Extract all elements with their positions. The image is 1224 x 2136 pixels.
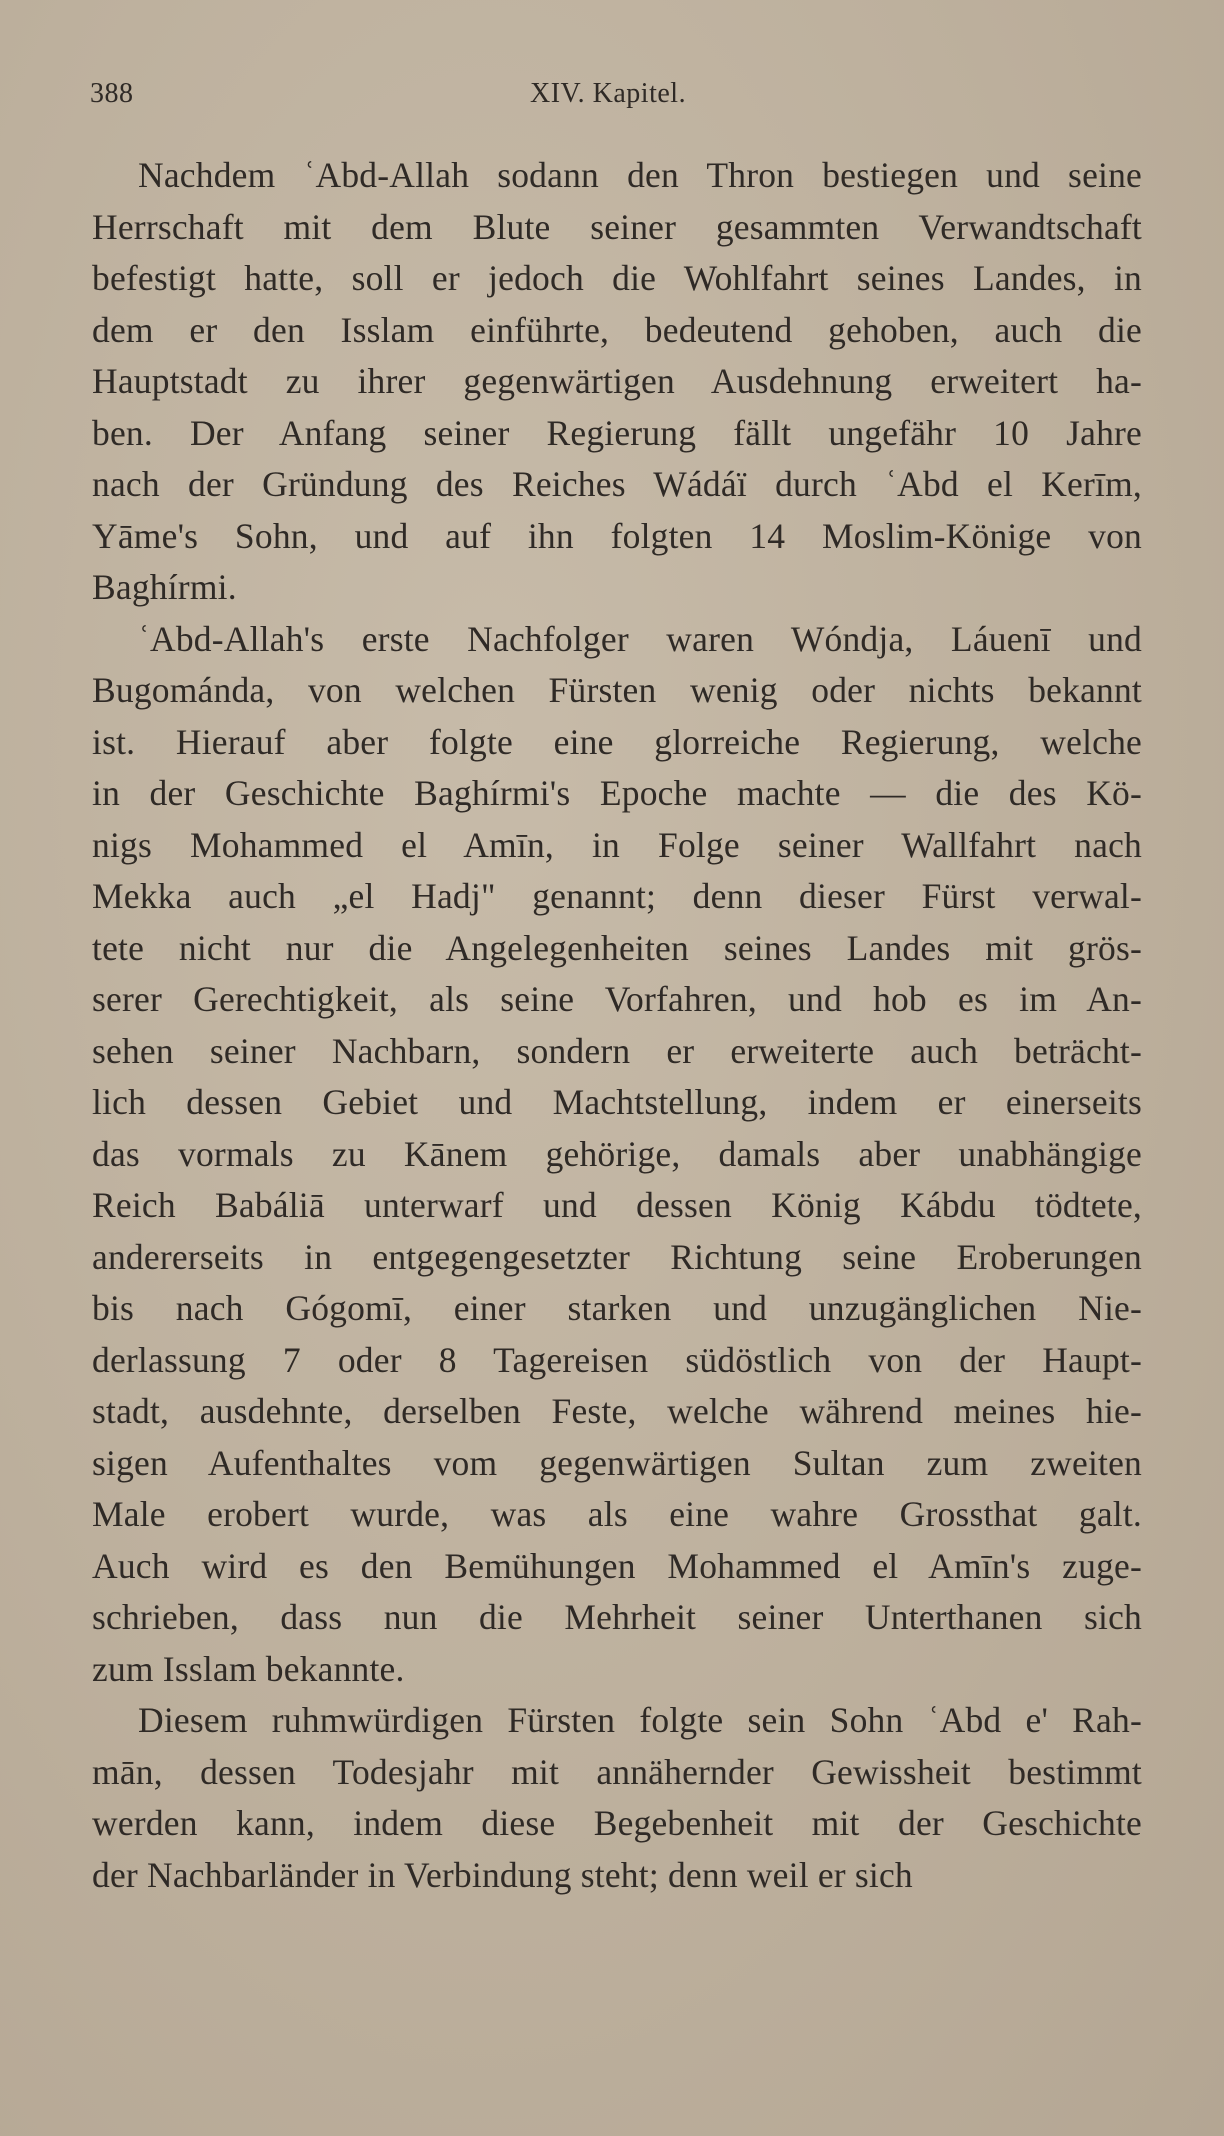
text-line: befestigt hatte, soll er jedoch die Wohlfahrt seines Landes, in (92, 258, 1142, 298)
text-line: werden kann, indem diese Begebenheit mit der Geschichte (92, 1803, 1142, 1843)
text-line: Yāme's Sohn, und auf ihn folgten 14 Moslim-Könige von (92, 515, 1142, 556)
text-line: sigen Aufenthaltes vom gegenwärtigen Sultan zum zweiten (92, 1442, 1142, 1483)
text-line: tete nicht nur die Angelegenheiten seines Landes mit grös- (92, 927, 1142, 968)
text-line: Reich Babáliā unterwarf und dessen König Kábdu tödtete, (92, 1185, 1142, 1225)
text-line: bis nach Gógomī, einer starken und unzugänglichen Nie- (92, 1288, 1142, 1328)
text-line: das vormals zu Kānem gehörige, damals aber unabhängige (92, 1133, 1142, 1174)
text-line: Diesem ruhmwürdigen Fürsten folgte sein Sohn ʿAbd e' Rah- (138, 1700, 1142, 1740)
text-line: Auch wird es den Bemühungen Mohammed el Amīn's zuge- (92, 1545, 1142, 1586)
running-title: XIV. Kapitel. (530, 78, 687, 109)
text-line: in der Geschichte Baghírmi's Epoche machte — die des Kö- (92, 773, 1142, 813)
paragraph (92, 614, 1142, 1696)
page-number: 388 (90, 78, 134, 109)
text-line: Hauptstadt zu ihrer gegenwärtigen Ausdehnung erweitert ha- (92, 361, 1142, 401)
text-line: ben. Der Anfang seiner Regierung fällt ungefähr 10 Jahre (92, 412, 1142, 453)
text-line: dem er den Isslam einführte, bedeutend gehoben, auch die (92, 309, 1142, 350)
text-line: Herrschaft mit dem Blute seiner gesammten Verwandtschaft (92, 206, 1142, 247)
text-line: Mekka auch „el Hadj" genannt; denn dieser Fürst verwal- (92, 876, 1142, 916)
body-text (92, 150, 1142, 1901)
text-line: zum Isslam bekannte. (92, 1648, 405, 1689)
paragraph (92, 150, 1142, 614)
text-line: sehen seiner Nachbarn, sondern er erweiterte auch beträcht- (92, 1030, 1142, 1071)
page-header (90, 78, 1140, 126)
text-line: der Nachbarländer in Verbindung steht; denn weil er sich (92, 1854, 913, 1895)
text-line: mān, dessen Todesjahr mit annähernder Gewissheit bestimmt (92, 1751, 1142, 1792)
text-line: ist. Hierauf aber folgte eine glorreiche Regierung, welche (92, 721, 1142, 762)
text-line: nach der Gründung des Reiches Wádáï durch ʿAbd el Kerīm, (92, 464, 1142, 504)
text-line: derlassung 7 oder 8 Tagereisen südöstlich von der Haupt- (92, 1339, 1142, 1380)
text-line: serer Gerechtigkeit, als seine Vorfahren, und hob es im An- (92, 979, 1142, 1019)
text-line: stadt, ausdehnte, derselben Feste, welche während meines hie- (92, 1391, 1142, 1431)
text-line: Male erobert wurde, was als eine wahre Grossthat galt. (92, 1494, 1142, 1534)
text-line: Nachdem ʿAbd-Allah sodann den Thron bestiegen und seine (138, 155, 1142, 195)
text-line: lich dessen Gebiet und Machtstellung, indem er einerseits (92, 1082, 1142, 1122)
text-line: schrieben, dass nun die Mehrheit seiner Unterthanen sich (92, 1597, 1142, 1637)
text-line: nigs Mohammed el Amīn, in Folge seiner Wallfahrt nach (92, 824, 1142, 865)
text-line: ʿAbd-Allah's erste Nachfolger waren Wóndja, Láuenī und (138, 618, 1142, 659)
text-line: andererseits in entgegengesetzter Richtung seine Eroberungen (92, 1236, 1142, 1277)
text-line: Baghírmi. (92, 567, 237, 607)
paragraph (92, 1695, 1142, 1901)
text-line: Bugománda, von welchen Fürsten wenig oder nichts bekannt (92, 670, 1142, 710)
